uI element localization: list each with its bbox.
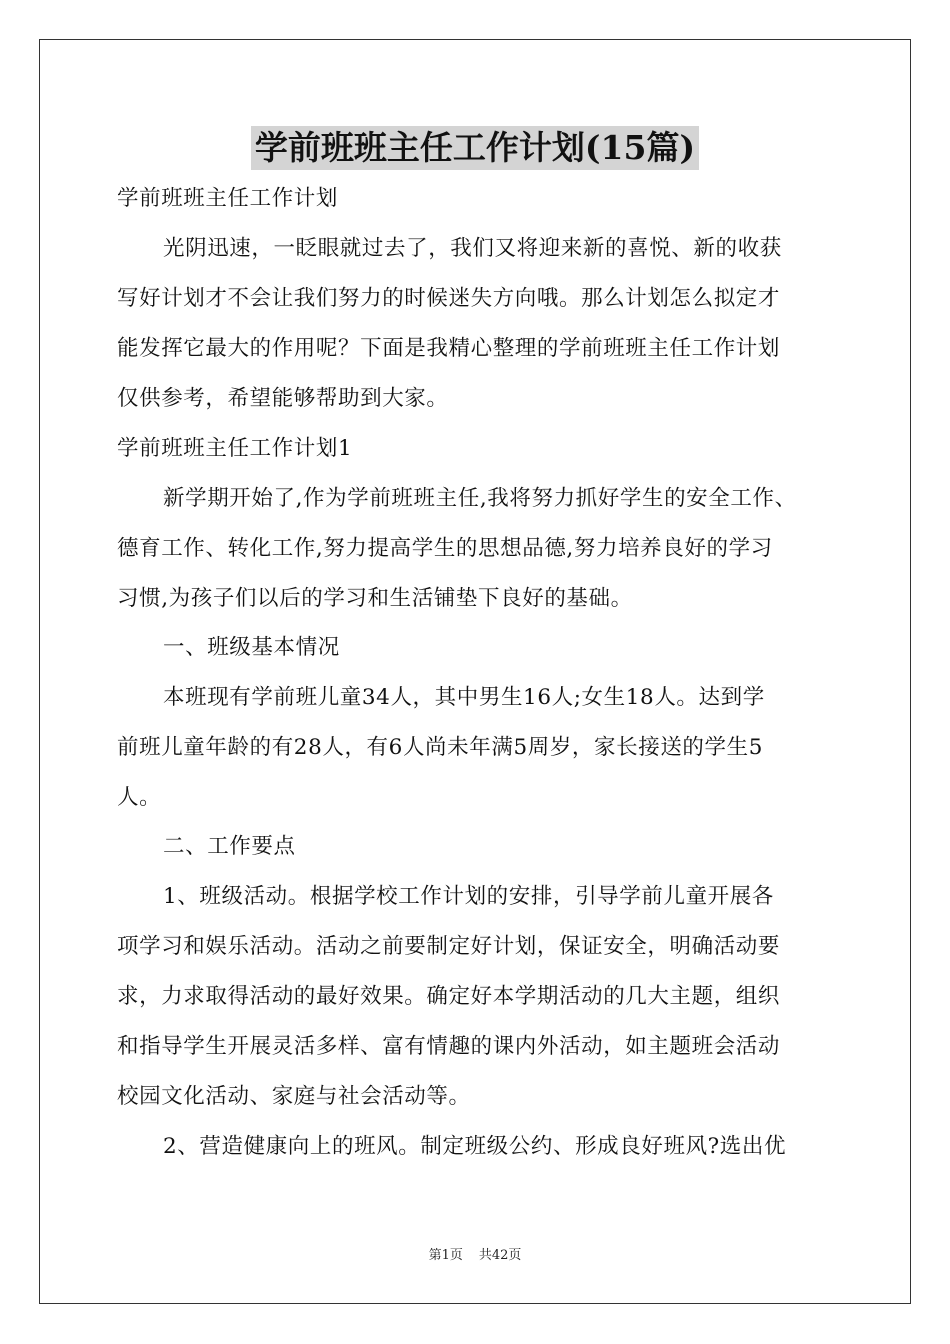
subsection-heading: 一、班级基本情况 xyxy=(163,635,340,660)
subsection-heading: 二、工作要点 xyxy=(163,834,296,859)
paragraph-line: 习惯,为孩子们以后的学习和生活铺垫下良好的基础。 xyxy=(117,586,633,611)
paragraph-line: 新学期开始了,作为学前班班主任,我将努力抓好学生的安全工作、 xyxy=(163,486,797,511)
paragraph-line: 求，力求取得活动的最好效果。确定好本学期活动的几大主题，组织 xyxy=(117,984,781,1009)
page-footer xyxy=(0,1247,950,1265)
document-title: 学前班班主任工作计划(15篇) xyxy=(251,126,699,170)
paragraph-line: 光阴迅速，一眨眼就过去了，我们又将迎来新的喜悦、新的收获 xyxy=(163,236,782,261)
page-border xyxy=(39,39,911,1304)
section-heading: 学前班班主任工作计划1 xyxy=(117,436,353,461)
paragraph-line: 仅供参考，希望能够帮助到大家。 xyxy=(117,386,449,411)
paragraph-line: 2、营造健康向上的班风。制定班级公约、形成良好班风?选出优 xyxy=(163,1134,787,1159)
paragraph-line: 本班现有学前班儿童34人，其中男生16人;女生18人。达到学 xyxy=(163,685,765,710)
page-number: 第1页 xyxy=(428,1248,463,1263)
paragraph-line: 校园文化活动、家庭与社会活动等。 xyxy=(117,1084,471,1109)
paragraph-line: 1、班级活动。根据学校工作计划的安排，引导学前儿童开展各 xyxy=(163,884,774,909)
page-total: 共42页 xyxy=(478,1248,522,1263)
paragraph-line: 写好计划才不会让我们努力的时候迷失方向哦。那么计划怎么拟定才 xyxy=(117,286,781,311)
paragraph-line: 德育工作、转化工作,努力提高学生的思想品德,努力培养良好的学习 xyxy=(117,536,773,561)
section-heading: 学前班班主任工作计划 xyxy=(117,186,339,211)
paragraph-line: 和指导学生开展灵活多样、富有情趣的课内外活动，如主题班会活动 xyxy=(117,1034,781,1059)
paragraph-line: 能发挥它最大的作用呢？下面是我精心整理的学前班班主任工作计划 xyxy=(117,336,781,361)
paragraph-line: 人。 xyxy=(117,785,162,810)
paragraph-line: 前班儿童年龄的有28人，有6人尚未年满5周岁，家长接送的学生5 xyxy=(117,735,763,760)
paragraph-line: 项学习和娱乐活动。活动之前要制定好计划，保证安全，明确活动要 xyxy=(117,934,781,959)
title-container xyxy=(0,126,950,170)
